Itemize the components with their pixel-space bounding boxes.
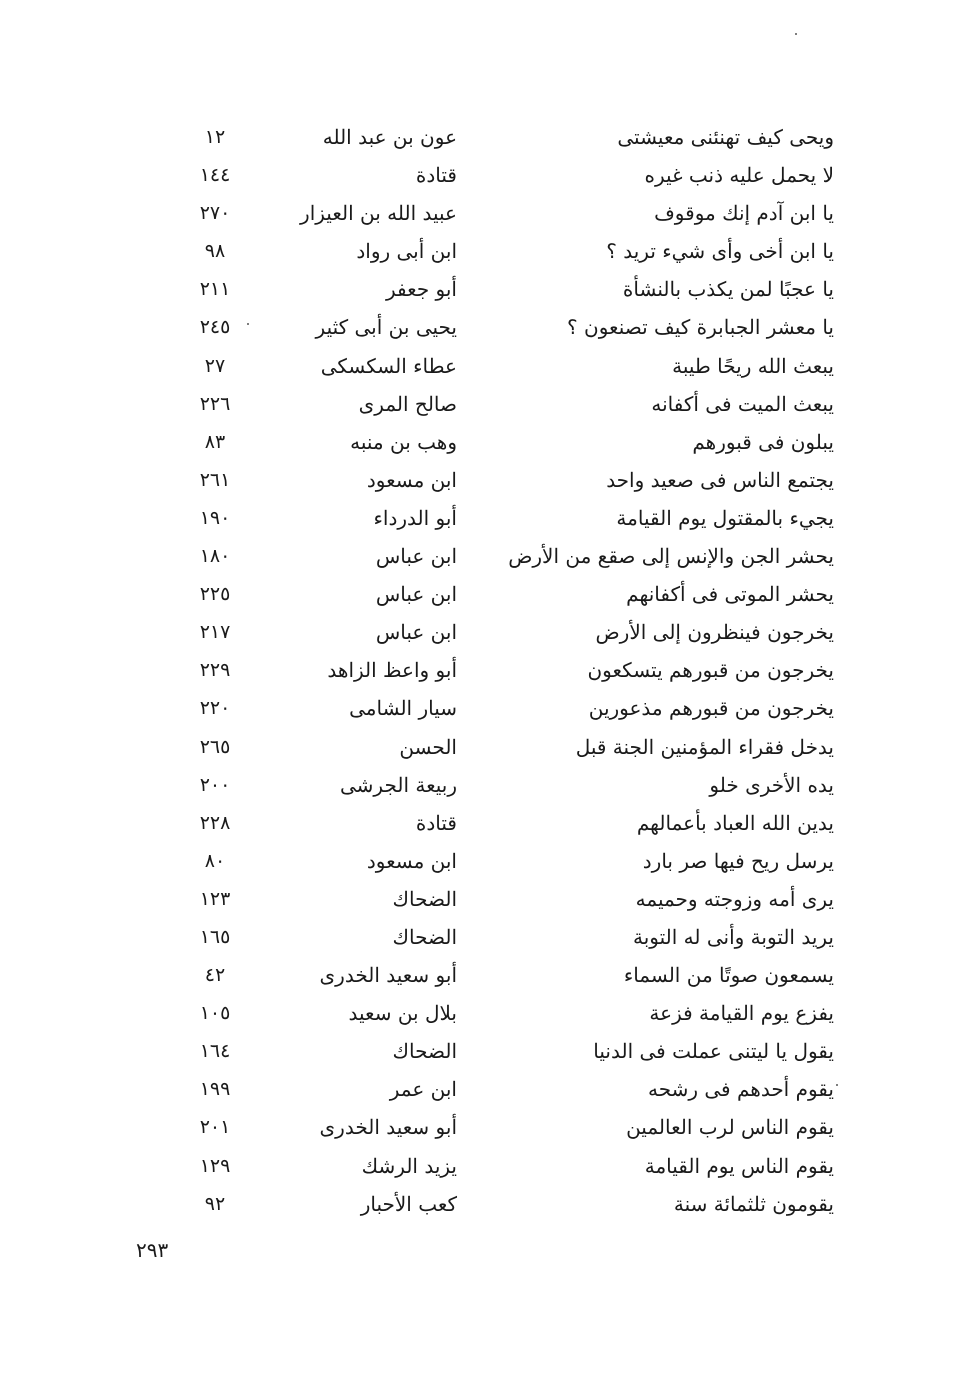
table-row <box>0 918 957 956</box>
narrator-name: ابن عباس <box>375 544 457 569</box>
phrase-text: يا معشر الجبابرة كيف تصنعون ؟ <box>567 315 834 340</box>
narrator-name: أبو سعيد الخدرى <box>319 1115 457 1140</box>
table-row <box>0 118 957 156</box>
phrase-text: يقول يا ليتنى عملت فى الدنيا <box>593 1039 834 1064</box>
narrator-name: وهب بن منبه <box>350 429 457 454</box>
narrator-name: ابن عباس <box>375 620 457 645</box>
page-reference: ١٤٤ <box>199 164 231 187</box>
page-reference: ١٢٩ <box>199 1154 231 1177</box>
phrase-text: يقوم الناس لرب العالمين <box>626 1115 834 1140</box>
phrase-text: يبلون فى قبورهم <box>692 429 834 454</box>
page-number: ٢٩٣ <box>136 1238 169 1262</box>
phrase-text: يقومون ثلثمائة سنة <box>673 1191 834 1216</box>
page-reference: ٢٧٠ <box>199 202 231 225</box>
page-reference: ٢١١ <box>199 278 231 301</box>
narrator-name: عطاء السكسكى <box>320 353 457 378</box>
page-reference: ٩٨ <box>204 240 226 263</box>
narrator-name: ابن مسعود <box>366 848 457 873</box>
phrase-text: يجتمع الناس فى صعيد واحد <box>606 467 834 492</box>
narrator-name: أبو جعفر <box>386 277 457 302</box>
table-row <box>0 194 957 232</box>
table-row <box>0 385 957 423</box>
narrator-name: ابن مسعود <box>366 467 457 492</box>
table-row <box>0 651 957 689</box>
table-row <box>0 880 957 918</box>
phrase-text: يبعث الله ريحًا طيبة <box>672 353 834 378</box>
page-reference: ٢٠٠ <box>199 773 231 796</box>
table-row <box>0 728 957 766</box>
phrase-text: يقوم أحدهم فى رشحه <box>647 1077 834 1102</box>
narrator-name: قتادة <box>415 163 457 188</box>
index-table <box>0 118 957 1223</box>
page-reference: ٢٤٥ <box>199 316 231 339</box>
page-reference: ٢٢٨ <box>199 811 231 834</box>
page-reference: ١٩٩ <box>199 1078 231 1101</box>
table-row <box>0 575 957 613</box>
page-reference: ٤٢ <box>204 964 226 987</box>
table-row <box>0 689 957 727</box>
narrator-name: الضحاك <box>392 924 457 949</box>
narrator-name: كعب الأحبار <box>360 1191 457 1216</box>
table-row <box>0 613 957 651</box>
page-reference: ٨٠ <box>204 849 226 872</box>
page-reference: ٢٢٥ <box>199 583 231 606</box>
narrator-name: ابن أبى رواد <box>356 239 457 264</box>
phrase-text: يبعث الميت فى أكفانه <box>651 391 834 416</box>
narrator-name: يحيى بن أبى كثير <box>315 315 457 340</box>
page-reference: ٢٢٠ <box>199 697 231 720</box>
page-reference: ٢٠١ <box>199 1116 231 1139</box>
phrase-text: يفزع يوم القيامة فزعة <box>649 1001 834 1026</box>
narrator-name: عون بن عبد الله <box>322 125 457 149</box>
page-reference: ٢٧ <box>204 354 226 377</box>
phrase-text: يده الأخرى خلو <box>709 772 834 797</box>
table-row <box>0 232 957 270</box>
table-row <box>0 499 957 537</box>
narrator-name: ربيعة الجرشى <box>339 772 457 797</box>
table-row <box>0 1032 957 1070</box>
narrator-name: الضحاك <box>392 886 457 911</box>
page-reference: ١٨٠ <box>199 545 231 568</box>
narrator-name: سيار الشامى <box>349 696 457 721</box>
table-row <box>0 1185 957 1223</box>
page-reference: ٢٦١ <box>199 468 231 491</box>
page-reference: ١٦٤ <box>199 1040 231 1063</box>
table-row <box>0 1108 957 1146</box>
phrase-text: يسمعون صوتًا من السماء <box>623 963 834 988</box>
phrase-text: يرسل ريح فيها صر بارد <box>642 848 834 873</box>
narrator-name: قتادة <box>415 810 457 835</box>
phrase-text: يدين الله العباد بأعمالهم <box>636 810 834 835</box>
page-reference: ٢٦٥ <box>199 735 231 758</box>
phrase-text: يخرجون فينظرون إلى الأرض <box>595 620 834 645</box>
phrase-text: لا يحمل عليه ذنب غيره <box>644 163 834 188</box>
phrase-text: ويحى كيف تهنئنى معيشتى <box>617 125 834 149</box>
table-row <box>0 347 957 385</box>
narrator-name: أبو الدرداء <box>373 505 457 530</box>
phrase-text: يا ابن أخى وأى شيء تريد ؟ <box>606 239 834 264</box>
phrase-text: يا عجبًا لمن يكذب بالنشأة <box>622 277 834 302</box>
table-row <box>0 804 957 842</box>
narrator-name: بلال بن سعيد <box>348 1001 457 1026</box>
phrase-text: يدخل فقراء المؤمنين الجنة قبل <box>575 734 834 759</box>
phrase-text: يجيء بالمقتول يوم القيامة <box>616 505 834 530</box>
phrase-text: يرى أمه وزوجته وحميمه <box>635 886 834 911</box>
narrator-name: ابن عباس <box>375 582 457 607</box>
phrase-text: يا ابن آدم إنك موقوف <box>654 201 834 226</box>
narrator-name: ابن عمر <box>389 1077 457 1102</box>
phrase-text: يخرجون من قبورهم مذعورين <box>588 696 834 721</box>
page-reference: ١٠٥ <box>199 1002 231 1025</box>
narrator-name: صالح المرى <box>358 391 457 416</box>
page-reference: ١٢ <box>204 126 226 148</box>
table-row <box>0 461 957 499</box>
narrator-name: الضحاك <box>392 1039 457 1064</box>
page-reference: ٢٢٩ <box>199 659 231 682</box>
narrator-name: أبو سعيد الخدرى <box>319 963 457 988</box>
page-reference: ٨٣ <box>204 430 226 453</box>
page-reference: ١٩٠ <box>199 506 231 529</box>
table-row <box>0 956 957 994</box>
phrase-text: يحشر الموتى فى أكفانهم <box>626 582 834 607</box>
table-row <box>0 156 957 194</box>
table-row <box>0 766 957 804</box>
table-row <box>0 308 957 346</box>
narrator-name: الحسن <box>399 734 457 759</box>
page-reference: ٢٢٦ <box>199 392 231 415</box>
page-reference: ٩٢ <box>204 1192 226 1215</box>
table-row <box>0 270 957 308</box>
table-row <box>0 537 957 575</box>
narrator-name: يزيد الرشك <box>361 1153 457 1178</box>
phrase-text: يريد التوبة وأنى له التوبة <box>633 924 834 949</box>
page-reference: ١٦٥ <box>199 925 231 948</box>
page-reference: ١٢٣ <box>199 887 231 910</box>
page-reference: ٢١٧ <box>199 621 231 644</box>
table-row <box>0 994 957 1032</box>
narrator-name: أبو واعظ الزاهد <box>327 658 457 683</box>
phrase-text: يقوم الناس يوم القيامة <box>644 1153 834 1178</box>
table-row <box>0 1147 957 1185</box>
narrator-name: عبيد الله بن العيزار <box>300 201 457 226</box>
phrase-text: يحشر الجن والإنس إلى صقع من الأرض <box>508 544 834 569</box>
table-row <box>0 842 957 880</box>
phrase-text: يخرجون من قبورهم يتسكعون <box>587 658 834 683</box>
table-row <box>0 423 957 461</box>
table-row <box>0 1070 957 1108</box>
print-speck <box>795 33 797 35</box>
